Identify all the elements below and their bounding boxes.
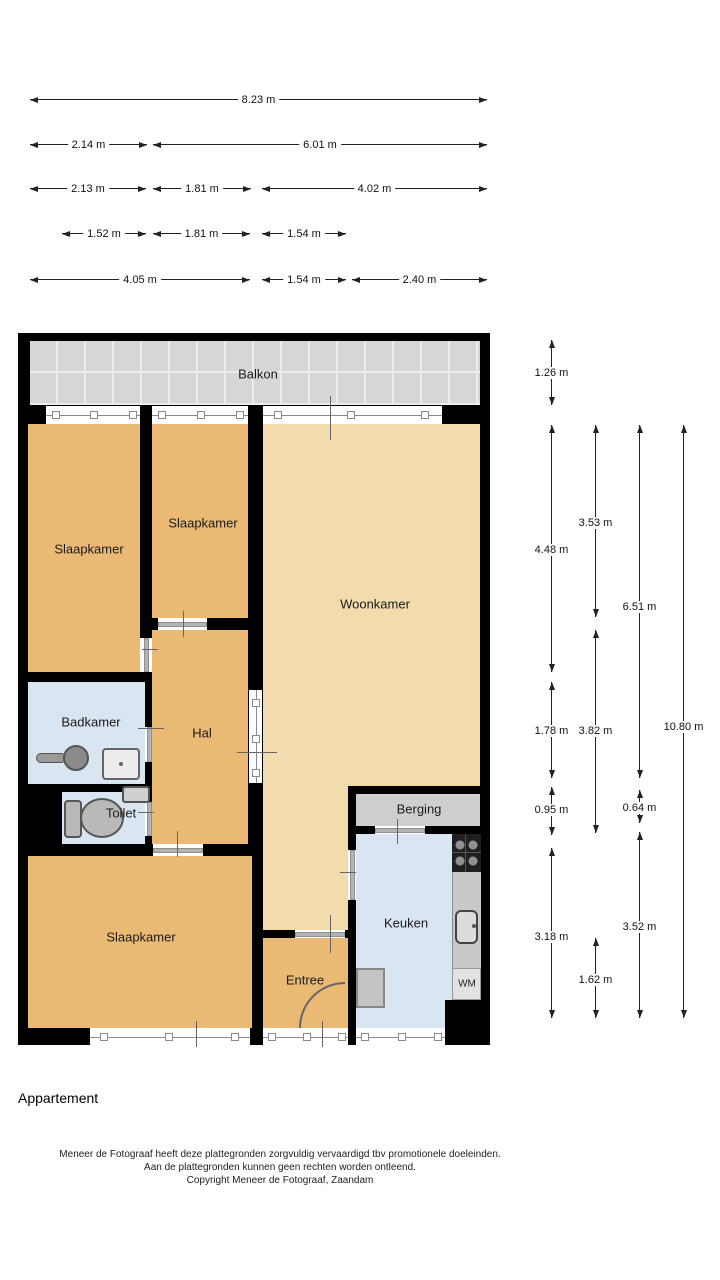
disclaimer [0,1148,560,1187]
dimension-label: 1.52 m [83,228,125,240]
room-label-badkamer: Badkamer [61,714,121,730]
dimension-label: 3.53 m [575,517,617,529]
room-label-berging: Berging [396,801,442,817]
dimension-label: 1.62 m [575,974,617,986]
disclaimer-line-2: Aan de plattegronden kunnen geen rechten worden ontleend. [144,1162,416,1173]
dimension-label: 4.48 m [531,544,573,556]
dimension-label: 0.95 m [531,804,573,816]
dimension-label: 4.02 m [354,183,396,195]
room-label-keuken: Keuken [383,915,429,931]
dimension-label: 8.23 m [238,94,280,106]
dimension-label: 2.40 m [399,274,441,286]
dimension-label: 10.80 m [660,721,708,733]
room-label-hal: Hal [192,725,212,741]
dimension-label: 1.26 m [531,367,573,379]
room-label-slaapkamer-mid: Slaapkamer [168,515,238,531]
room-label-slaapkamer-left: Slaapkamer [54,541,124,557]
dimension-label: 3.82 m [575,725,617,737]
washing-machine-label: WM [458,978,476,990]
dimension-label: 4.05 m [119,274,161,286]
dimension-label: 1.78 m [531,725,573,737]
dimension-label: 6.51 m [619,601,661,613]
dimension-label: 3.18 m [531,931,573,943]
dimension-label: 6.01 m [299,139,341,151]
room-label-woonkamer: Woonkamer [340,596,410,612]
dimension-label: 0.64 m [619,802,661,814]
disclaimer-line-3: Copyright Meneer de Fotograaf, Zaandam [186,1175,374,1186]
dimension-label: 1.54 m [283,228,325,240]
dimension-label: 1.81 m [181,228,223,240]
dimension-label: 1.54 m [283,274,325,286]
room-label-entree: Entree [285,972,325,988]
room-label-slaapkamer-bottom: Slaapkamer [106,929,176,945]
dimension-label: 2.14 m [68,139,110,151]
room-label-toilet: Toilet [105,805,137,821]
page-title: Appartement [18,1090,99,1106]
disclaimer-line-1: Meneer de Fotograaf heeft deze plattegronden zorgvuldig vervaardigd tbv promotionele doeleinden. [59,1149,501,1160]
dimension-label: 1.81 m [181,183,223,195]
dimension-label: 3.52 m [619,921,661,933]
room-label-balkon: Balkon [238,366,278,382]
dimension-label: 2.13 m [67,183,109,195]
